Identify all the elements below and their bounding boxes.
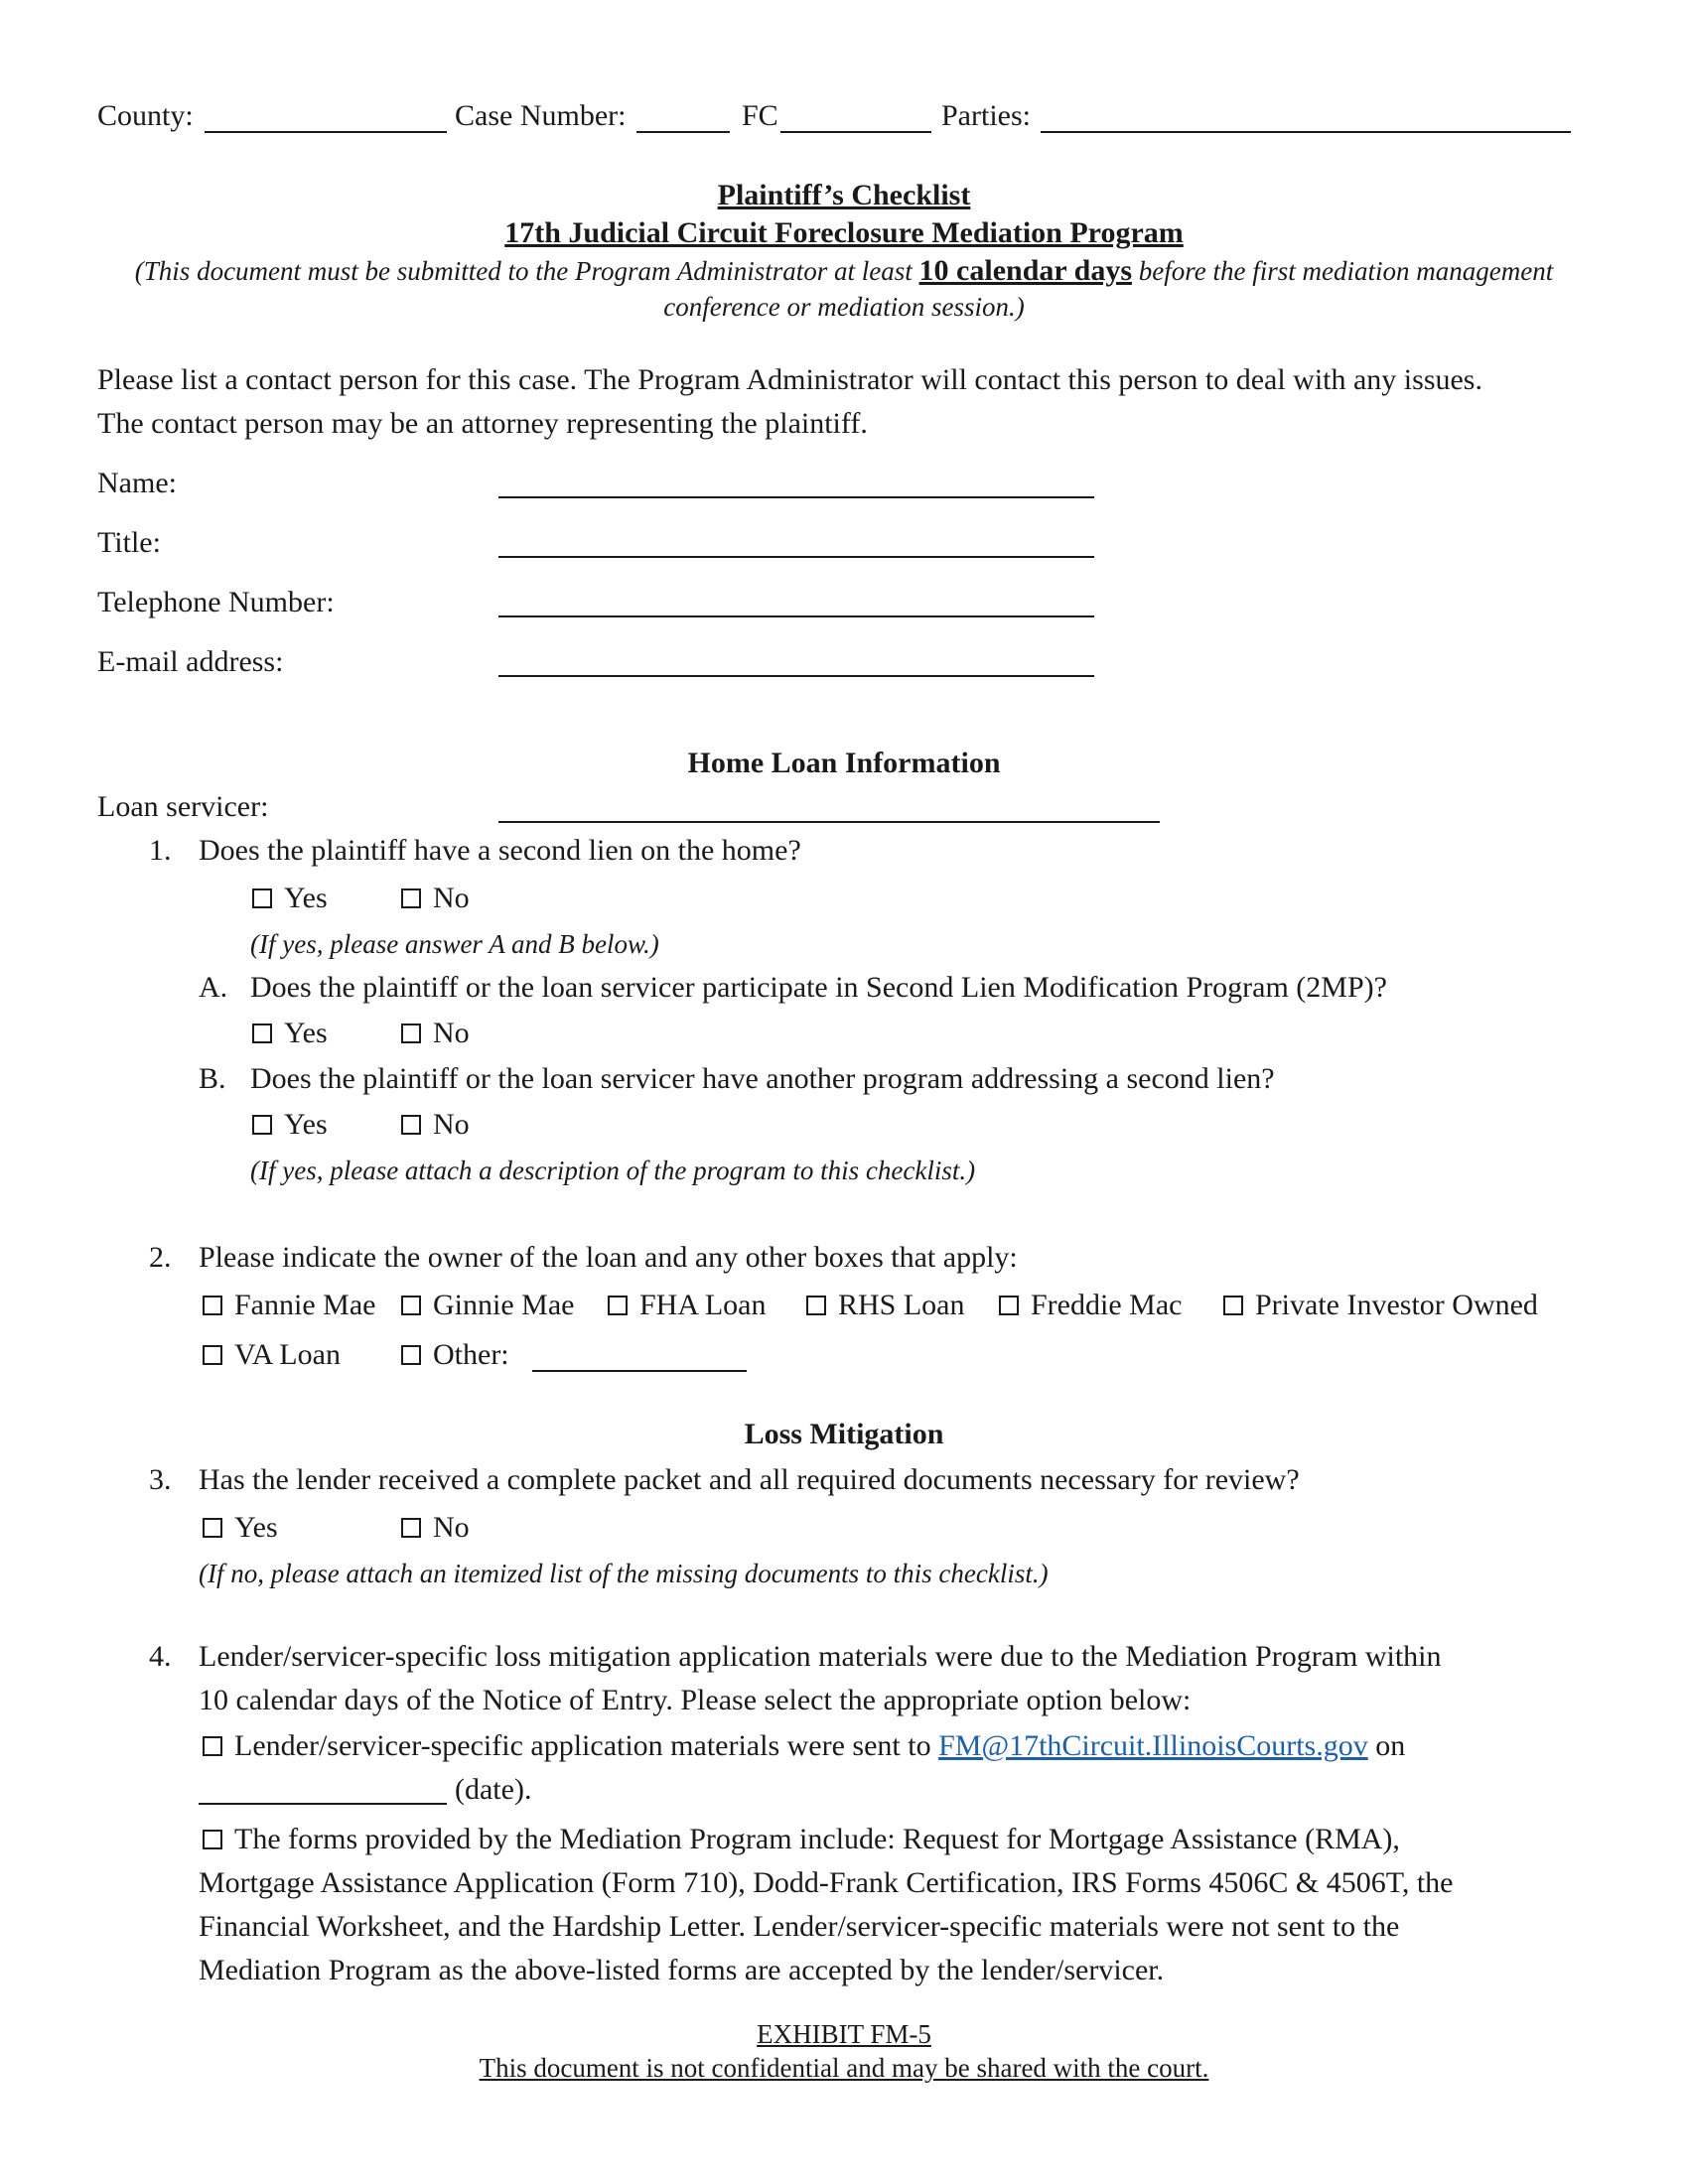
contact-title-label: Title: [97,526,161,559]
owner-ginnie-option[interactable] [401,1289,574,1322]
q4-option2-checkbox[interactable] [203,1830,222,1849]
case-number-field-b[interactable] [780,131,931,133]
q4-option1-text: Lender/servicer-specific application materials were sent to [234,1729,939,1762]
q3-no-checkbox[interactable] [401,1518,421,1538]
q3-yes-checkbox[interactable] [203,1518,222,1538]
parties-field[interactable] [1041,131,1571,133]
qb-no-checkbox[interactable] [401,1115,421,1135]
submission-note-d: conference or mediation session.) [663,292,1025,322]
q1-note: (If yes, please answer A and B below.) [250,929,659,959]
owner-va-label: VA Loan [234,1338,341,1371]
q1-yes-checkbox[interactable] [252,888,272,908]
q4-option1-checkbox[interactable] [203,1736,222,1756]
program-email-link[interactable]: FM@17thCircuit.IllinoisCourts.gov [938,1729,1368,1762]
qa-text: Does the plaintiff or the loan servicer participate in Second Lien Modification Program (2MP)? [250,971,1387,1004]
owner-fannie-label: Fannie Mae [234,1289,376,1321]
contact-email-label: E-mail address: [97,645,284,678]
owner-fha-label: FHA Loan [639,1289,767,1321]
program-title: 17th Judicial Circuit Foreclosure Mediation Program [504,216,1184,249]
owner-va-checkbox[interactable] [203,1345,222,1365]
q4-option1-on: on [1367,1729,1406,1762]
qb-yes-label: Yes [284,1108,328,1141]
qa-yes-label: Yes [284,1017,328,1049]
qa-yes-checkbox[interactable] [252,1024,272,1043]
confidentiality-note: This document is not confidential and may be shared with the court. [479,2053,1209,2083]
qa-no-checkbox[interactable] [401,1024,421,1043]
owner-fannie-option[interactable] [203,1289,375,1322]
q3-yes-option[interactable] [203,1511,278,1545]
case-fc-text: FC [742,99,778,132]
owner-rhs-label: RHS Loan [838,1289,965,1321]
q4-option2-line2: Mortgage Assistance Application (Form 710), Dodd-Frank Certification, IRS Forms 4506C & 4506T, the [199,1866,1454,1899]
owner-freddie-label: Freddie Mac [1031,1289,1183,1321]
owner-ginnie-checkbox[interactable] [401,1296,421,1315]
owner-freddie-checkbox[interactable] [999,1296,1019,1315]
q4-option2-line3: Financial Worksheet, and the Hardship Letter. Lender/servicer-specific materials were not sent to the [199,1910,1400,1943]
owner-private-option[interactable] [1223,1289,1538,1322]
owner-rhs-checkbox[interactable] [806,1296,826,1315]
q4-date-label: (date). [455,1773,532,1806]
submission-deadline: 10 calendar days [918,254,1133,287]
contact-intro-1: Please list a contact person for this case. The Program Administrator will contact this person to deal with any issues. [97,363,1482,396]
contact-name-field[interactable] [498,496,1094,498]
owner-fannie-checkbox[interactable] [203,1296,222,1315]
owner-other-checkbox[interactable] [401,1345,421,1365]
q4-option2-line4: Mediation Program as the above-listed forms are accepted by the lender/servicer. [199,1954,1165,1986]
q2-text: Please indicate the owner of the loan and any other boxes that apply: [199,1241,1018,1274]
qb-yes-checkbox[interactable] [252,1115,272,1135]
loss-mitigation-heading: Loss Mitigation [744,1418,944,1450]
q1-yes-option[interactable] [252,882,328,915]
home-loan-heading: Home Loan Information [687,747,1001,779]
page-title: Plaintiff’s Checklist [717,179,971,211]
owner-private-checkbox[interactable] [1223,1296,1243,1315]
owner-freddie-option[interactable] [999,1289,1182,1322]
q4-date-field[interactable] [199,1803,447,1805]
q3-no-option[interactable] [401,1511,470,1545]
owner-other-field[interactable] [532,1370,747,1372]
contact-name-label: Name: [97,467,177,499]
qa-letter: A. [199,971,228,1004]
q4-text-line1: Lender/servicer-specific loss mitigation application materials were due to the Mediation Program within [199,1640,1442,1673]
q1-text: Does the plaintiff have a second lien on the home? [199,834,801,867]
q4-number: 4. [149,1640,172,1673]
contact-phone-field[interactable] [498,615,1094,617]
parties-label: Parties: [941,99,1031,132]
q3-text: Has the lender received a complete packet and all required documents necessary for review? [199,1463,1300,1496]
qb-no-option[interactable] [401,1108,470,1142]
loan-servicer-field[interactable] [498,821,1160,823]
q3-yes-label: Yes [234,1511,278,1544]
submission-note-c: before the first mediation management [1132,256,1554,286]
qb-letter: B. [199,1062,226,1095]
case-number-label: Case Number: [455,99,627,132]
q1-no-checkbox[interactable] [401,888,421,908]
q1-yes-label: Yes [284,882,328,914]
owner-other-option[interactable] [401,1338,509,1372]
submission-note-a: (This document must be submitted to the Program Administrator at least [134,256,919,286]
case-number-field-a[interactable] [636,131,730,133]
loan-servicer-label: Loan servicer: [97,790,269,823]
qb-yes-option[interactable] [252,1108,328,1142]
owner-fha-option[interactable] [608,1289,767,1322]
owner-fha-checkbox[interactable] [608,1296,628,1315]
q4-option1[interactable] [203,1729,1405,1763]
owner-rhs-option[interactable] [806,1289,965,1322]
contact-phone-label: Telephone Number: [97,586,335,618]
qa-no-option[interactable] [401,1017,470,1050]
qb-text: Does the plaintiff or the loan servicer have another program addressing a second lien? [250,1062,1275,1095]
q4-option2[interactable] [203,1823,1400,1856]
q2-number: 2. [149,1241,172,1274]
county-field[interactable] [205,131,447,133]
owner-ginnie-label: Ginnie Mae [433,1289,575,1321]
contact-email-field[interactable] [498,675,1094,677]
q1-number: 1. [149,834,172,867]
contact-title-field[interactable] [498,556,1094,558]
qa-no-label: No [433,1017,470,1049]
county-label: County: [97,99,194,132]
q3-number: 3. [149,1463,172,1496]
qb-note: (If yes, please attach a description of the program to this checklist.) [250,1156,976,1185]
qb-no-label: No [433,1108,470,1141]
q4-text-line2: 10 calendar days of the Notice of Entry. Please select the appropriate option below: [199,1684,1192,1716]
qa-yes-option[interactable] [252,1017,328,1050]
q3-no-label: No [433,1511,470,1544]
q1-no-option[interactable] [401,882,470,915]
q3-note: (If no, please attach an itemized list of the missing documents to this checklist.) [199,1559,1049,1588]
owner-private-label: Private Investor Owned [1255,1289,1538,1321]
q1-no-label: No [433,882,470,914]
exhibit-label: EXHIBIT FM-5 [757,2019,931,2049]
submission-note [99,254,1589,288]
owner-other-label: Other: [433,1338,509,1371]
contact-intro-2: The contact person may be an attorney representing the plaintiff. [97,407,868,440]
owner-va-option[interactable] [203,1338,341,1372]
q4-option2-line1: The forms provided by the Mediation Program include: Request for Mortgage Assistance (RMA), [234,1823,1400,1855]
